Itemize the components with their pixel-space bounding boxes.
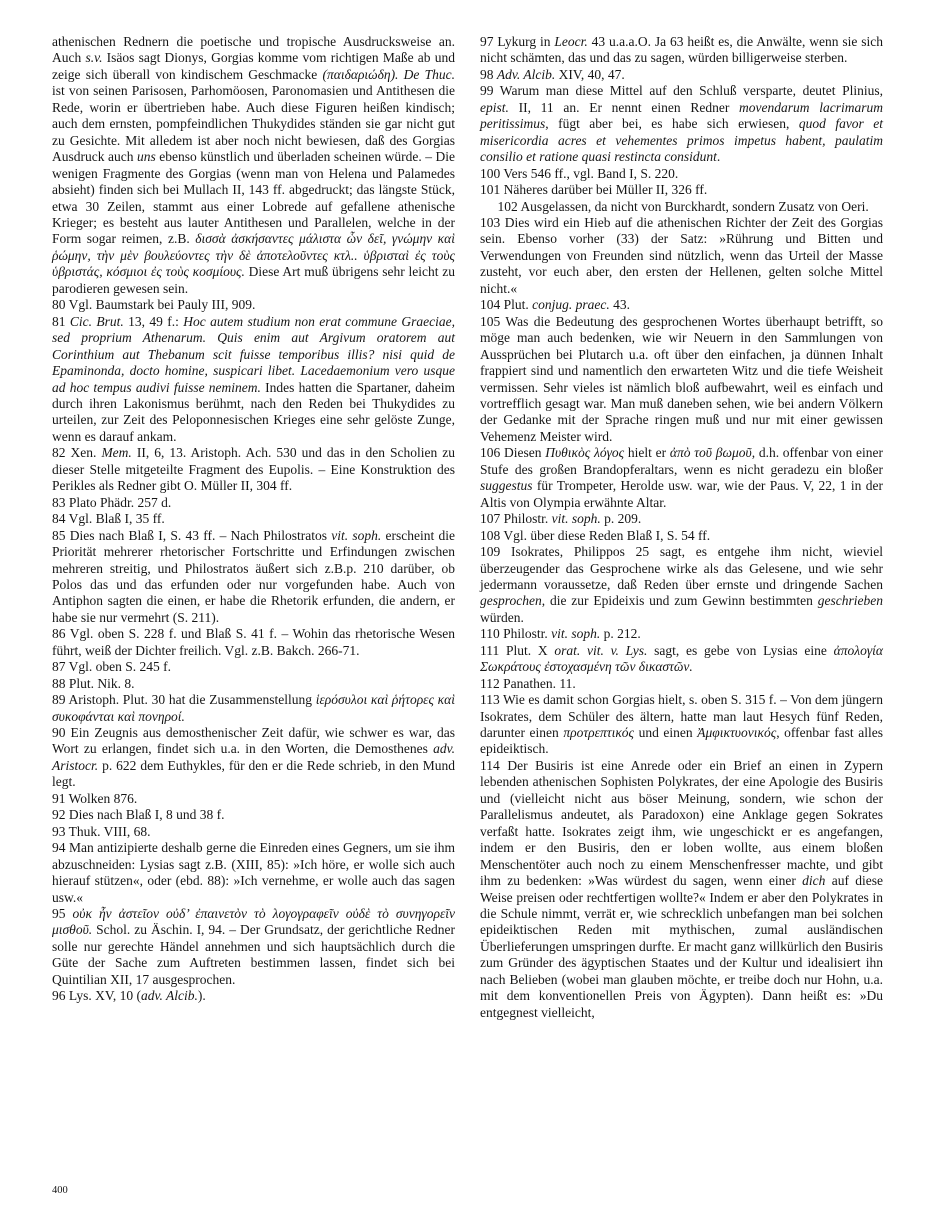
footnote-text: uns xyxy=(137,149,156,165)
footnote-text: adv. Aristocr. xyxy=(52,741,455,773)
footnote-text: sagt, es gebe von Lysias eine xyxy=(647,642,834,658)
footnote-text: geschrieben xyxy=(817,593,883,609)
footnote-number: 95 xyxy=(52,906,73,922)
footnote xyxy=(52,34,455,297)
footnote-text: ). xyxy=(197,988,206,1004)
footnote-text: 13, 49 f.: xyxy=(123,313,184,329)
footnote xyxy=(52,824,455,840)
footnote xyxy=(52,314,455,446)
footnote xyxy=(480,626,883,642)
footnote-text: vit. soph. xyxy=(551,626,601,642)
footnote xyxy=(480,34,883,67)
footnote-text: Dies nach Blaß I, S. 43 ff. – Nach Philostratos xyxy=(69,527,332,543)
footnote-text: II, 6, 13. Aristoph. Ach. 530 und das in den Scholien zu dieser Stelle mitgeteilte Fragment des Eupolis. – Eine Konstruktion des Perikles als Redner gibt O. Müller II, 304 ff. xyxy=(52,445,456,494)
footnote xyxy=(480,676,883,692)
footnote-text: 43 u.a.a.O. Ja 63 heißt es, die Anwälte, wenn sie sich nicht schämten, das und das zu sagen, würden billigerweise sterben. xyxy=(480,34,883,66)
footnote-text: Indes hatten die Spartaner, daheim durch ihren Lakonismus berühmt, nach den Reden bei Thukydides zu urteilen, zur Zeit des Peloponnesischen Krieges eine sehr gelöste Zunge, wenn es darauf ankam. xyxy=(52,379,456,444)
footnote-number: 84 xyxy=(52,511,69,527)
footnote xyxy=(480,544,883,626)
footnote-number: 93 xyxy=(52,823,69,839)
footnote-number: 96 xyxy=(52,988,69,1004)
footnote-number: 101 xyxy=(480,182,504,198)
footnote-text: Vgl. über diese Reden Blaß I, S. 54 ff. xyxy=(503,527,711,543)
footnote xyxy=(52,297,455,313)
footnote-number: 114 xyxy=(480,757,508,773)
footnote-columns xyxy=(52,34,883,1021)
footnote-text: conjug. praec. xyxy=(532,297,610,313)
footnote-number: 103 xyxy=(480,214,505,230)
footnote xyxy=(480,182,883,198)
footnote-number: 111 xyxy=(480,642,506,658)
footnote-number: 99 xyxy=(480,83,500,99)
footnote-text: Isokrates, Philippos 25 sagt, es entgehe ihm nicht, wieviel überzeugender das Gesprochene wirke als das Gelesene, und wie sehr jedermann voraussetze, daß Reden über ernste und dringende Sachen xyxy=(480,544,884,592)
footnote xyxy=(52,906,455,988)
footnote-number: 82 xyxy=(52,445,71,461)
footnote-text: Dies nach Blaß I, 8 und 38 f. xyxy=(68,807,225,823)
footnote-number: 113 xyxy=(480,692,503,708)
footnote-number: 100 xyxy=(480,165,504,181)
footnote-text: quod favor et misericordia acres et vehementes primos impetus habent, paulatim consilio et ratione quasi restincta considunt xyxy=(480,116,884,165)
footnote-text: für Trompeter, Herolde usw. war, wie der Paus. V, 22, 1 in der Altis von Olympia erwähnte Altar. xyxy=(480,478,883,510)
footnote xyxy=(52,528,455,627)
footnote-text: Philostr. xyxy=(503,626,552,642)
footnote-text: Diese Art muß übrigens sehr leicht zu parodieren gewesen sein. xyxy=(52,264,456,296)
footnote-text: Hoc autem studium non erat commune Graeciae, sed proprium Athenarum. Quis enim aut Argivum oratorem aut Corinthium aut Thebanum scit fuisse temporibus illis? nisi quid de Epaminonda, docto homine, suspicari libet. Lacedaemonium vero usque ad hoc tempus audivi fuisse neminem. xyxy=(52,313,456,395)
footnote-text: erscheint die Priorität mehrerer rhetorischer Fortschritte und Erfindungen zwischen mehreren streitig, und Philostratos äußert sich z.B.p. 210 darüber, ob Polos das und das erfunden oder nur vorgefunden habe. Auch von Antiphon sagten die einen, er habe die Rhetorik erfunden, die andern, er habe sie nur vermehrt (S. 211). xyxy=(52,527,456,625)
footnote xyxy=(480,199,883,215)
footnote-text: Näheres darüber bei Müller II, 326 ff. xyxy=(503,182,708,198)
footnote xyxy=(480,643,883,676)
footnote-text: Vgl. Baumstark bei Pauly III, 909. xyxy=(68,297,256,313)
footnote xyxy=(480,215,883,297)
footnote-text: οὐκ ἦν ἀστεῖον οὐδ’ ἐπαινετὸν τὸ λογογραφεῖν οὐδὲ τὸ συνηγορεῖν μισθοῦ. xyxy=(52,906,456,938)
footnote-text: δισσὰ ἀσκήσαντες μάλιστα ὧν δεῖ, γνώμην καὶ ῥώμην, τὴν μὲν βουλεύοντες τὴν δὲ ἀποτελοῦντες κτλ.. ὑβρισταὶ ἐς τοὺς ὑβριστάς, κόσμιοι ἐς τοὺς κοσμίους. xyxy=(52,231,455,280)
footnote-text: , d.h. offenbar von einer Stufe des großen Brandopferaltars, wenn es nicht geradezu ein bloßer xyxy=(480,445,883,477)
footnote xyxy=(480,758,883,1021)
footnote xyxy=(52,725,455,791)
footnote-text: und einen xyxy=(634,725,698,741)
footnote-text: Plato Phädr. 257 d. xyxy=(68,494,172,510)
footnote-text: ἱερόσυλοι καὶ ῥήτορες καὶ συκοφάνται καὶ πονηροί. xyxy=(52,692,455,724)
footnote-text: Plut. xyxy=(503,297,533,313)
footnote-text: Man antizipierte deshalb gerne die Einreden eines Gegners, um sie ihm abzuschneiden: Lysias sagt z.B. (XIII, 85): »Ich höre, er wolle sich auch hierauf stützen«, oder (ebd. 88): »Ich vernehme, er wolle auch das sagen usw.« xyxy=(52,840,456,905)
footnote xyxy=(52,988,455,1004)
footnote-text: auf diese Weise preisen oder rechtfertigen wollte?« Indem er aber den Polykrates in die Schule nimmt, verrät er, wie schrecklich unbefangen man bei solchen epideiktischen Reden mit mythischen, zumal ausländischen Überlieferungen umspringen durfte. Er macht ganz willkürlich den Busiris zum Gründer des ägyptischen Staates und der Kultur und idealisiert ihn nach Belieben (wobei man glauben möchte, er treibe doch nur Hohn, u.a. mit dem konventionellen Preis von Ägypten). Dann heißt es: »Du entgegnest vielleicht, xyxy=(480,873,884,1020)
footnote-number: 97 xyxy=(480,34,498,49)
footnote-text: . xyxy=(716,149,721,165)
footnote-number: 105 xyxy=(480,313,506,329)
page-number: 400 xyxy=(52,1185,68,1196)
footnote-number: 86 xyxy=(52,626,70,642)
footnote xyxy=(52,511,455,527)
footnote-text: vit. soph. xyxy=(551,511,601,527)
footnote-number: 109 xyxy=(480,544,511,560)
footnote-text: Wie es damit schon Gorgias hielt, s. oben S. 315 f. – Von dem jüngern Isokrates, dem Schüler des ältern, hatte man laut Hesych fünf Reden, darunter einen xyxy=(480,692,883,741)
footnote xyxy=(52,840,455,906)
footnote-number: 110 xyxy=(480,626,504,642)
footnote xyxy=(480,511,883,527)
footnote xyxy=(52,791,455,807)
footnote-text: Adv. Alcib. xyxy=(496,66,556,82)
footnote-text: ἀπολογία Σωκράτους ἐστοχασμένη τῶν δικαστῶν. xyxy=(480,642,883,675)
footnote-text: s.v. xyxy=(85,50,103,66)
footnote-text: Vers 546 ff., vgl. Band I, S. 220. xyxy=(503,165,679,181)
footnote-text: Dies wird ein Hieb auf die athenischen Richter der Zeit des Gorgias sein. Ebenso vorher (33) der Satz: »Rührung und Bitten und Verwendungen von Freunden sind nützlich, wenn das Urteil der Masse zusteht, vor euch aber, den ersten der Hellenen, gelten solche Mittel nicht.« xyxy=(480,214,884,296)
footnote-number: 91 xyxy=(52,790,69,806)
footnote-text: (παιδαριώδη). De Thuc. xyxy=(322,66,455,82)
footnote-text: Vgl. oben S. 245 f. xyxy=(68,659,172,675)
footnote xyxy=(52,807,455,823)
footnote-text: ist von seinen Parisosen, Parhomöosen, Paronomasien und Antithesen die Rede, worin er übertrieben habe. Auch diese Figuren heißen kindisch; auch dem ernsten, pompfeindlichen Thukydides ständen sie gar nicht gut zu Gesichte. Mit alledem ist aber noch nicht bewiesen, daß des Gorgias Ausdruck auch xyxy=(52,83,455,165)
footnote-text: II, 11 an. Er nennt einen Redner xyxy=(508,99,740,115)
footnote-text: Diesen xyxy=(504,445,546,461)
footnote-text: hielt er xyxy=(624,445,670,461)
footnote-text: Leocr. xyxy=(554,34,588,49)
footnote-text: Πυθικὸς λόγος xyxy=(545,445,625,461)
footnote-text: Lys. XV, 10 ( xyxy=(68,988,142,1004)
footnote xyxy=(52,692,455,725)
footnote-text: Ein Zeugnis aus demosthenischer Zeit dafür, wie schwer es war, das Wort zu erlangen, findet sich u.a. in den Worten, die Demosthenes xyxy=(52,725,455,757)
footnote-text: Ausgelassen, da nicht von Burckhardt, sondern Zusatz von Oeri. xyxy=(520,198,869,214)
footnote-text: dich xyxy=(802,873,826,889)
footnote xyxy=(52,626,455,659)
footnote-text: orat. vit. v. Lys. xyxy=(554,642,648,658)
footnote-number: 80 xyxy=(52,297,69,313)
footnote xyxy=(480,528,883,544)
footnote-text: , offenbar fast alles epideiktisch. xyxy=(480,725,883,757)
footnote xyxy=(480,314,883,446)
footnote-number: 88 xyxy=(52,675,69,691)
footnote-number: 92 xyxy=(52,807,69,823)
footnote-text: Plut. Nik. 8. xyxy=(68,675,135,691)
footnote xyxy=(480,692,883,758)
footnote-text: p. 212. xyxy=(600,626,641,642)
footnote-text: XIV, 40, 47. xyxy=(555,66,625,82)
footnote xyxy=(52,495,455,511)
footnote-text: 43. xyxy=(609,297,630,313)
footnote xyxy=(480,166,883,182)
footnote-number: 112 xyxy=(480,675,504,691)
footnote-number: 102 xyxy=(497,198,521,214)
footnote-number: 104 xyxy=(480,297,504,313)
footnote-text: , die zur Epideixis und zum Gewinn bestimmten xyxy=(541,593,818,609)
footnote-number: 83 xyxy=(52,494,69,510)
footnote-text: , fügt aber bei, es habe sich erwiesen, xyxy=(545,116,799,132)
footnote-text: Aristoph. Plut. 30 hat die Zusammenstellung xyxy=(68,692,316,708)
footnote-text: Mem. xyxy=(101,445,132,461)
footnote-number: 106 xyxy=(480,445,504,461)
footnote xyxy=(480,445,883,511)
footnote-text: p. 209. xyxy=(600,511,642,527)
footnote-number: 85 xyxy=(52,527,70,543)
footnote-text: ebenso künstlich und überladen scheinen würde. – Die wenigen Fragmente des Gorgias (wenn man von Helena und Palamedes absieht) finden sich bei Mullach II, 143 ff. abgedruckt; das längste Stück, etwa 30 Zeilen, stammt aus einer Lobrede auf gefallene athenische Krieger; es besteht aus lauter Antithesen und Parallelen, welche in der Form sogar reimen, z.B. xyxy=(52,149,455,247)
footnote-text: Panathen. 11. xyxy=(503,675,576,691)
footnote-text: Vgl. oben S. 228 f. und Blaß S. 41 f. – Wohin das rhetorische Wesen führt, weiß der Dichter freilich. Vgl. z.B. Bakch. 266-71. xyxy=(52,626,455,658)
footnote-text: Schol. zu Äschin. I, 94. – Der Grundsatz, der gerichtliche Redner solle nur gerechte Händel annehmen und sich hauptsächlich durch die Güte der Sache zum Auftreten bestimmen lassen, findet sich bei Quintilian XII, 17 ausgesprochen. xyxy=(52,922,455,987)
footnote-text: Isäos sagt Dionys, Gorgias komme vom richtigen Maße ab und zeige sich überall von kindischem Geschmacke xyxy=(52,50,456,82)
footnote-text: Warum man diese Mittel auf den Schluß versparte, deutet Plinius, xyxy=(499,83,883,99)
footnote-text: ἀπὸ τοῦ βωμοῦ xyxy=(669,445,752,461)
footnote-text: Cic. Brut. xyxy=(69,313,124,329)
footnote-text: Philostr. xyxy=(503,511,552,527)
footnote-text: würden. xyxy=(480,609,524,625)
footnote-text: movendarum lacrimarum peritissimus xyxy=(480,99,883,132)
footnote xyxy=(52,659,455,675)
footnote-number: 89 xyxy=(52,692,69,708)
footnote-text: Thuk. VIII, 68. xyxy=(68,823,151,839)
footnote-text: vit. soph. xyxy=(331,527,382,543)
footnote-number: 87 xyxy=(52,659,69,675)
right-column xyxy=(480,34,883,1021)
footnote-text: Lykurg in xyxy=(497,34,555,49)
footnote-text: suggestus xyxy=(480,478,533,494)
footnote-text: Plut. X xyxy=(505,642,555,658)
footnote-text: Ἀμφικτυονικός xyxy=(697,725,777,741)
footnote-number: 90 xyxy=(52,725,71,741)
footnote-text: epist. xyxy=(480,99,509,115)
footnote-text: προτρεπτικός xyxy=(563,725,635,741)
footnote-text: athenischen Rednern die poetische und tropische Ausdrucksweise an. Auch xyxy=(52,34,455,66)
footnote-number: 98 xyxy=(480,66,497,82)
footnote xyxy=(480,67,883,83)
left-column xyxy=(52,34,455,1021)
footnote-text: p. 622 dem Euthykles, für den er die Rede schrieb, in den Mund legt. xyxy=(52,757,455,790)
footnote xyxy=(480,83,883,165)
footnote-number: 108 xyxy=(480,527,504,543)
footnote-text: Vgl. Blaß I, 35 ff. xyxy=(68,511,165,527)
footnote-text: gesprochen xyxy=(480,593,542,609)
footnote-number: 94 xyxy=(52,840,69,856)
footnote-text: Was die Bedeutung des gesprochenen Wortes überhaupt betrifft, so möge man auch bedenken, wie wir Neuern in den Sammlungen von Aussprüchen bei Plutarch u.a. oft über den einfachen, ja dünnen Inhalt frappiert sind und namentlich den erwarteten Witz und die tiefe Weisheit vermissen. Sehr vieles ist nämlich bloß aufbewahrt, weil es einfach und vortrefflich gesagt war. Man muß daneben sehen, wie bei andern Völkern der Gedanke mit der Sprache ringen muß und nur mit einer gewissen Vehemenz Meister wird. xyxy=(480,313,883,444)
footnote-text: Xen. xyxy=(70,445,102,461)
footnote-text: Wolken 876. xyxy=(68,790,138,806)
footnote xyxy=(52,676,455,692)
footnote-number: 81 xyxy=(52,313,70,329)
footnote-number: 107 xyxy=(480,511,504,527)
footnote xyxy=(480,297,883,313)
footnote-text: adv. Alcib. xyxy=(141,988,198,1004)
footnote-text: Der Busiris ist eine Anrede oder ein Brief an einen in Zypern lebenden athenischen Sophisten Polykrates, der eine Apologie des Busiris und (vielleicht nicht aus böser Meinung, sondern, wie schon der Parallelismus andeutet, als Paradoxon) eine Anklage gegen Sokrates verfaßt hatte. Isokrates zeigt ihm, wie ungeschickt er es angefangen, indem er den Busiris, den er loben wollte, aus einem bloßen Menschentöter auch noch zu einem Menschenfresser machte, und gibt ihm zu bedenken: »Was würdest du sagen, wenn einer xyxy=(480,757,884,889)
footnote xyxy=(52,445,455,494)
